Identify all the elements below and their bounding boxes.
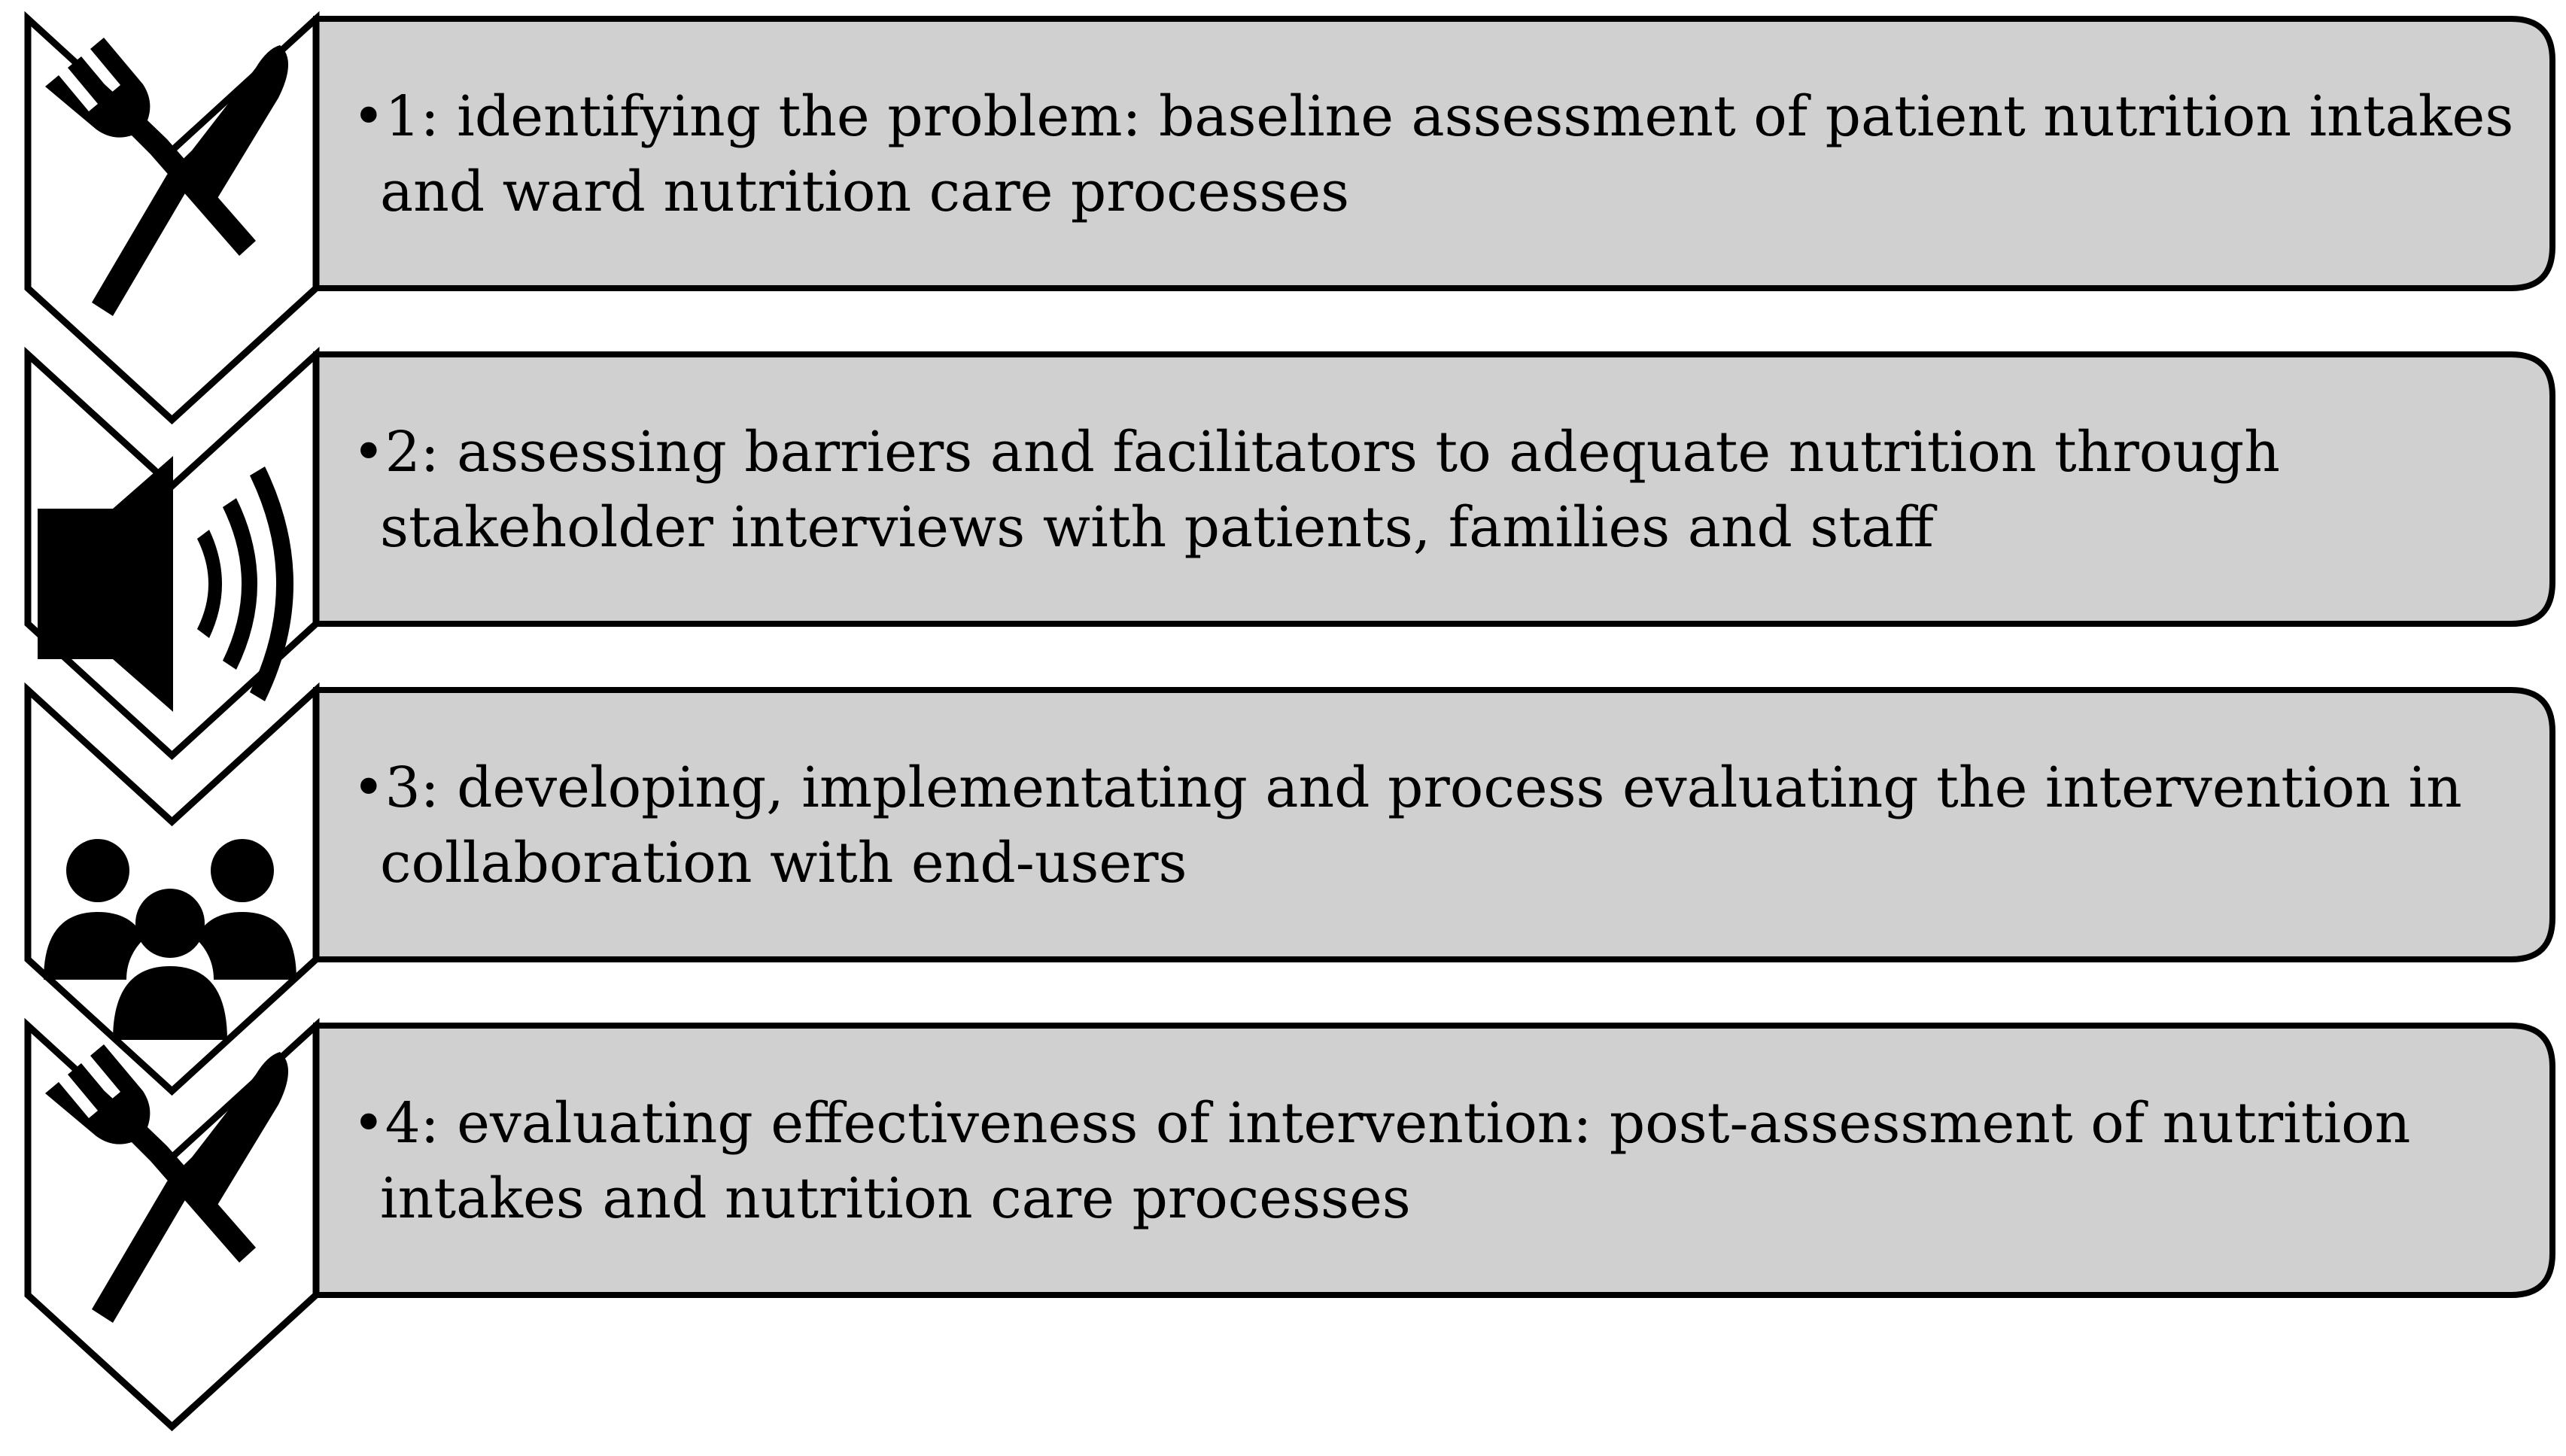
- step-text-line: and ward nutrition care processes: [380, 160, 1350, 224]
- step-text-line: •4: evaluating effectiveness of intervention: post-assessment of nutrition: [352, 1091, 2411, 1156]
- step-text-line: stakeholder interviews with patients, families and staff: [380, 495, 1934, 560]
- step-2-text: [352, 415, 2519, 565]
- step-3-text: [352, 750, 2519, 901]
- step-text-line: •1: identifying the problem: baseline assessment of patient nutrition intakes: [352, 84, 2514, 149]
- step-text-line: •3: developing, implementating and process evaluating the intervention in: [352, 755, 2462, 820]
- step-1-text: [352, 79, 2519, 229]
- step-4-text: [352, 1086, 2519, 1236]
- step-text-line: •2: assessing barriers and facilitators to adequate nutrition through: [352, 420, 2280, 485]
- step-text-line: intakes and nutrition care processes: [380, 1166, 1411, 1231]
- step-text-line: collaboration with end-users: [380, 831, 1187, 895]
